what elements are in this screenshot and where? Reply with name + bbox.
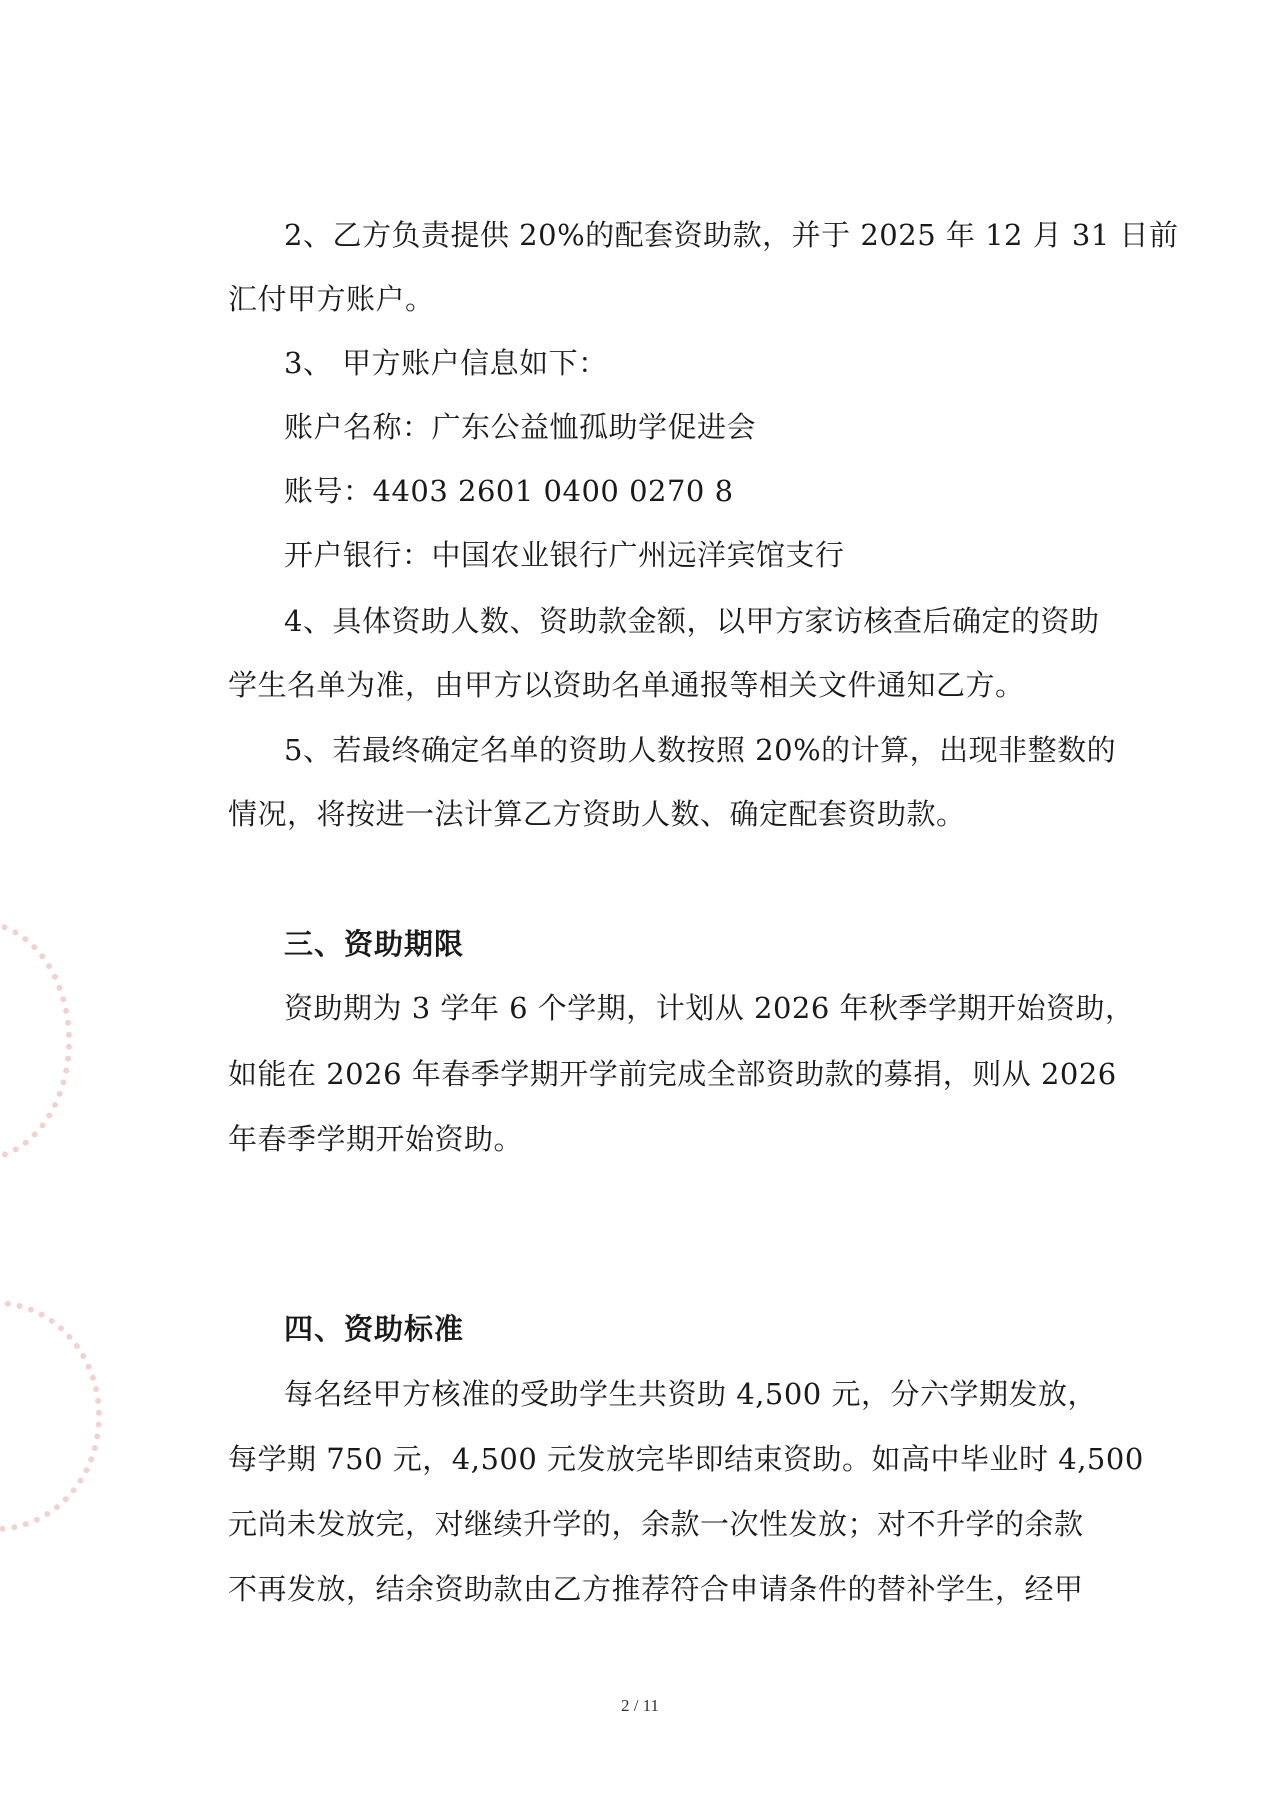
- clause-2-line-1: 2、乙方负责提供 20%的配套资助款，并于 2025 年 12 月 31 日前: [284, 218, 1179, 252]
- account-number: 账号：4403 2601 0400 0270 8: [284, 474, 734, 508]
- section-3-heading: 三、资助期限: [284, 927, 465, 961]
- section-4-line-1: 每名经甲方核准的受助学生共资助 4,500 元，分六学期发放，: [284, 1377, 1097, 1411]
- section-3-line-3: 年春季学期开始资助。: [228, 1122, 524, 1156]
- red-seal-stamp: [0, 1300, 102, 1532]
- red-seal-stamp: [0, 920, 72, 1162]
- clause-3: 3、 甲方账户信息如下：: [284, 346, 608, 380]
- section-4-line-4: 不再发放，结余资助款由乙方推荐符合申请条件的替补学生，经甲: [228, 1572, 1084, 1606]
- section-4-line-3: 元尚未发放完，对继续升学的，余款一次性发放；对不升学的余款: [228, 1507, 1084, 1541]
- clause-2-line-2: 汇付甲方账户。: [228, 282, 435, 316]
- clause-4-line-1: 4、具体资助人数、资助款金额，以甲方家访核查后确定的资助: [284, 604, 1100, 638]
- section-4-heading: 四、资助标准: [284, 1312, 465, 1346]
- clause-5-line-1: 5、若最终确定名单的资助人数按照 20%的计算，出现非整数的: [284, 733, 1117, 767]
- clause-5-line-2: 情况，将按进一法计算乙方资助人数、确定配套资助款。: [228, 797, 966, 831]
- clause-4-line-2: 学生名单为准，由甲方以资助名单通报等相关文件通知乙方。: [228, 668, 1025, 702]
- account-name: 账户名称：广东公益恤孤助学促进会: [284, 410, 757, 444]
- account-bank: 开户银行：中国农业银行广州远洋宾馆支行: [284, 538, 845, 572]
- page-number: 2 / 11: [620, 1696, 660, 1715]
- section-3-line-1: 资助期为 3 学年 6 个学期，计划从 2026 年秋季学期开始资助，: [284, 991, 1135, 1025]
- section-3-line-2: 如能在 2026 年春季学期开学前完成全部资助款的募捐，则从 2026: [228, 1057, 1117, 1091]
- section-4-line-2: 每学期 750 元，4,500 元发放完毕即结束资助。如高中毕业时 4,500: [228, 1442, 1144, 1476]
